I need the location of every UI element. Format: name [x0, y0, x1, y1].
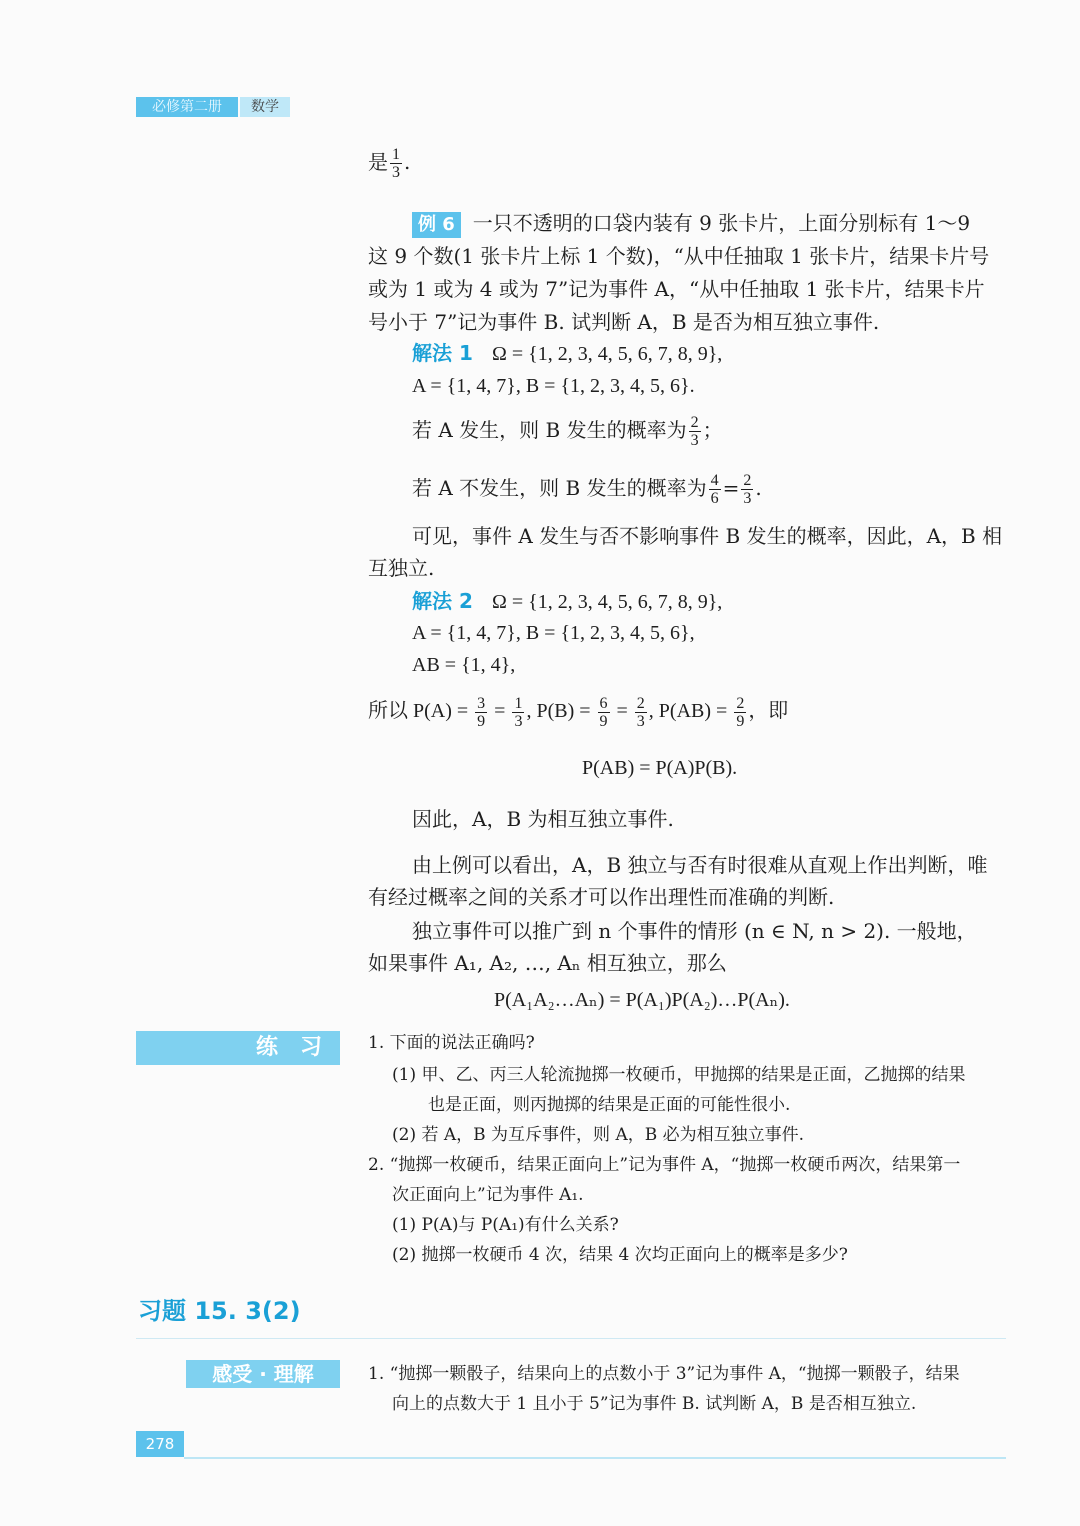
- exercise-divider: [136, 1338, 1006, 1339]
- practice-question: 2. “抛掷一枚硬币，结果正面向上”记为事件 A，“抛掷一枚硬币两次，结果第一: [368, 1155, 961, 1175]
- text-line: 由上例可以看出，A，B 独立与否有时很难从直观上作出判断，唯: [412, 853, 988, 877]
- solution-2-line: 解法 2 Ω = {1, 2, 3, 4, 5, 6, 7, 8, 9},: [412, 589, 723, 613]
- fraction: $\frac{4}{6}$: [710, 472, 719, 507]
- header-subject-tag: 数学: [240, 97, 290, 117]
- practice-item: (1) 甲、乙、丙三人轮流抛掷一枚硬币，甲抛掷的结果是正面，乙抛掷的结果: [392, 1065, 966, 1085]
- text-line: 可见，事件 A 发生与否不影响事件 B 发生的概率，因此，A，B 相: [412, 524, 1003, 548]
- text-line: 如果事件 A₁, A₂, …, Aₙ 相互独立，那么: [368, 951, 727, 975]
- example-label: 例 6: [412, 212, 461, 238]
- practice-item: (1) P(A)与 P(A₁)有什么关系?: [392, 1215, 619, 1235]
- text-line: A = {1, 4, 7}, B = {1, 2, 3, 4, 5, 6}.: [412, 375, 695, 397]
- text-line: 独立事件可以推广到 n 个事件的情形 (n ∈ N, n > 2). 一般地，: [412, 919, 977, 943]
- fraction: $\frac{2}{3}$: [743, 472, 752, 507]
- fraction: $\frac{2}{9}$: [736, 695, 745, 730]
- formula: P(A₁A₂…Aₙ) = P(A₁)P(A₂)…P(Aₙ).: [494, 989, 790, 1011]
- text-line: 因此，A，B 为相互独立事件.: [412, 807, 674, 831]
- text-line: 若 A 发生，则 B 发生的概率为 $\frac{2}{3}$ ；: [412, 414, 723, 449]
- exercise-title: 习题 15. 3(2): [138, 1297, 301, 1325]
- text-line: 互独立.: [368, 556, 435, 580]
- fraction: $\frac{1}{3}$: [392, 146, 400, 181]
- fraction: $\frac{2}{3}$: [690, 414, 699, 449]
- exercise-question: 向上的点数大于 1 且小于 5”记为事件 B. 试判断 A，B 是否相互独立.: [392, 1394, 917, 1414]
- practice-question: 1. 下面的说法正确吗?: [368, 1033, 535, 1053]
- practice-tag: 练 习: [136, 1031, 340, 1065]
- fraction: $\frac{1}{3}$: [514, 695, 523, 730]
- fraction: $\frac{3}{9}$: [477, 695, 486, 730]
- text-line: 或为 1 或为 4 或为 7”记为事件 A，“从中任抽取 1 张卡片，结果卡片: [368, 277, 985, 301]
- header-book-tag: 必修第二册: [136, 97, 238, 117]
- practice-item: (2) 若 A，B 为互斥事件，则 A，B 必为相互独立事件.: [392, 1125, 805, 1145]
- practice-item: 次正面向上”记为事件 A₁.: [392, 1185, 584, 1205]
- formula: P(AB) = P(A)P(B).: [582, 757, 738, 779]
- solution-label: 解法 2: [412, 589, 473, 613]
- solution-label: 解法 1: [412, 341, 473, 365]
- text-line: 这 9 个数(1 张卡片上标 1 个数)，“从中任抽取 1 张卡片，结果卡片号: [368, 244, 990, 268]
- footer-line: [184, 1457, 1006, 1459]
- practice-item: 也是正面，则丙抛掷的结果是正面的可能性很小.: [428, 1095, 791, 1115]
- text-line: 是 $\frac{1}{3}$ .: [368, 146, 411, 181]
- text-line: AB = {1, 4},: [412, 654, 516, 676]
- fraction: $\frac{2}{3}$: [636, 695, 645, 730]
- text-line: 若 A 不发生，则 B 发生的概率为 $\frac{4}{6}$ = $\frac{2}{3}$ .: [412, 472, 762, 507]
- text-line: 号小于 7”记为事件 B. 试判断 A，B 是否为相互独立事件.: [368, 310, 880, 334]
- fraction: $\frac{6}{9}$: [599, 695, 608, 730]
- text-line: 有经过概率之间的关系才可以作出理性而准确的判断.: [368, 885, 835, 909]
- practice-item: (2) 抛掷一枚硬币 4 次，结果 4 次均正面向上的概率是多少?: [392, 1245, 848, 1265]
- page-number: 278: [136, 1431, 184, 1457]
- text-line: A = {1, 4, 7}, B = {1, 2, 3, 4, 5, 6},: [412, 622, 695, 644]
- exercise-tag: 感受 · 理解: [186, 1360, 340, 1388]
- text-line: 所以 P(A) = $\frac{3}{9}$ = $\frac{1}{3}$ , P(B) = $\frac{6}{9}$ = $\frac{2}{3}$ , P(AB) = $\frac{2}{9}$ ，即: [368, 695, 789, 730]
- solution-1-line: 解法 1 Ω = {1, 2, 3, 4, 5, 6, 7, 8, 9},: [412, 341, 723, 365]
- exercise-question: 1. “抛掷一颗骰子，结果向上的点数小于 3”记为事件 A，“抛掷一颗骰子，结果: [368, 1364, 960, 1384]
- example-6-line: 例 6 一只不透明的口袋内装有 9 张卡片，上面分别标有 1～9: [412, 208, 970, 238]
